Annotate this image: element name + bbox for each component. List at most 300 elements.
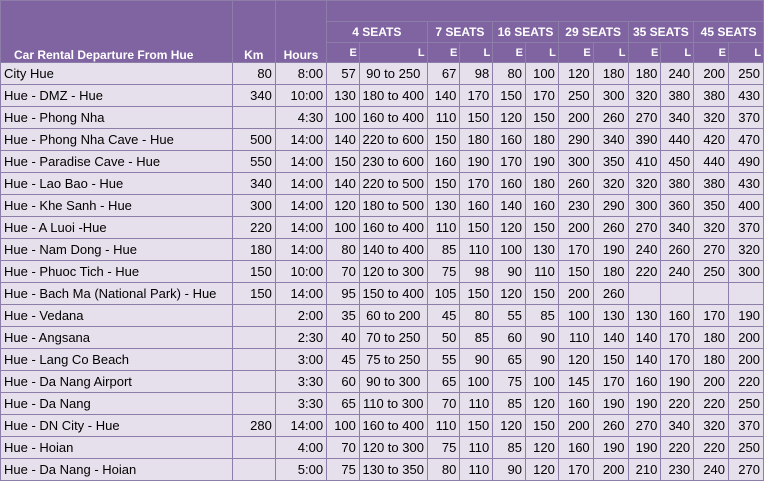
price-cell: 85	[493, 393, 526, 415]
price-cell: 80	[327, 239, 360, 261]
price-cell: 300	[593, 85, 628, 107]
price-cell: 190	[593, 393, 628, 415]
price-range-cell: 150 to 400	[359, 283, 427, 305]
price-cell: 75	[427, 261, 460, 283]
price-cell: 220	[729, 371, 764, 393]
price-cell: 190	[729, 305, 764, 327]
price-cell: 390	[628, 129, 661, 151]
price-cell: 110	[427, 217, 460, 239]
price-cell: 150	[460, 107, 493, 129]
hours-cell: 14:00	[275, 415, 326, 437]
price-cell: 100	[460, 371, 493, 393]
table-row	[1, 327, 764, 349]
route-cell: Hue - DMZ - Hue	[1, 85, 233, 107]
hours-cell: 14:00	[275, 151, 326, 173]
price-cell: 100	[493, 239, 526, 261]
early-subheader: E	[694, 43, 729, 63]
price-cell: 60	[327, 371, 360, 393]
price-cell: 100	[558, 305, 593, 327]
price-range-cell: 120 to 300	[359, 437, 427, 459]
price-range-cell: 220 to 600	[359, 129, 427, 151]
price-cell: 90	[526, 327, 559, 349]
price-cell: 200	[694, 371, 729, 393]
price-cell: 160	[558, 393, 593, 415]
price-cell: 370	[729, 415, 764, 437]
price-cell: 150	[427, 173, 460, 195]
hours-cell: 14:00	[275, 173, 326, 195]
price-cell: 57	[327, 63, 360, 85]
hours-cell: 2:00	[275, 305, 326, 327]
price-cell: 150	[526, 415, 559, 437]
route-cell: Hue - Hoian	[1, 437, 233, 459]
price-cell: 110	[460, 459, 493, 481]
price-cell: 260	[593, 283, 628, 305]
price-cell: 80	[460, 305, 493, 327]
early-subheader: E	[558, 43, 593, 63]
price-cell: 85	[460, 327, 493, 349]
table-row	[1, 129, 764, 151]
price-cell: 35	[327, 305, 360, 327]
price-cell: 380	[694, 173, 729, 195]
price-cell: 170	[493, 151, 526, 173]
price-cell: 130	[427, 195, 460, 217]
price-cell: 170	[593, 371, 628, 393]
route-cell: Hue - Da Nang - Hoian	[1, 459, 233, 481]
hours-cell: 14:00	[275, 283, 326, 305]
km-cell	[232, 371, 275, 393]
price-cell: 90	[460, 349, 493, 371]
price-cell: 180	[593, 261, 628, 283]
price-cell: 320	[694, 217, 729, 239]
price-cell: 40	[327, 327, 360, 349]
km-cell: 280	[232, 415, 275, 437]
table-row	[1, 173, 764, 195]
price-cell: 170	[661, 349, 694, 371]
price-cell: 90	[526, 349, 559, 371]
price-cell: 98	[460, 261, 493, 283]
price-cell: 150	[427, 129, 460, 151]
price-cell: 100	[526, 63, 559, 85]
price-cell: 95	[327, 283, 360, 305]
price-cell: 150	[460, 415, 493, 437]
price-cell: 200	[729, 349, 764, 371]
late-subheader: L	[593, 43, 628, 63]
hours-cell: 3:00	[275, 349, 326, 371]
price-cell: 340	[661, 415, 694, 437]
price-cell: 150	[526, 107, 559, 129]
km-cell: 500	[232, 129, 275, 151]
price-cell: 420	[694, 129, 729, 151]
price-range-cell: 75 to 250	[359, 349, 427, 371]
price-cell: 220	[694, 437, 729, 459]
price-cell: 400	[729, 195, 764, 217]
km-cell: 80	[232, 63, 275, 85]
price-cell: 80	[427, 459, 460, 481]
route-column-header: Car Rental Departure From Hue	[1, 1, 233, 63]
price-cell: 100	[327, 107, 360, 129]
price-cell: 45	[327, 349, 360, 371]
price-cell: 160	[558, 437, 593, 459]
price-cell: 150	[493, 85, 526, 107]
price-cell: 60	[493, 327, 526, 349]
route-cell: Hue - Angsana	[1, 327, 233, 349]
table-row	[1, 305, 764, 327]
price-cell: 100	[327, 415, 360, 437]
price-cell: 320	[694, 415, 729, 437]
price-range-cell: 160 to 400	[359, 415, 427, 437]
price-cell: 110	[427, 107, 460, 129]
price-cell: 85	[526, 305, 559, 327]
price-cell: 190	[526, 151, 559, 173]
km-cell: 340	[232, 173, 275, 195]
km-cell: 300	[232, 195, 275, 217]
price-cell: 150	[593, 349, 628, 371]
price-cell: 440	[694, 151, 729, 173]
price-cell: 230	[558, 195, 593, 217]
price-cell: 300	[558, 151, 593, 173]
price-cell: 90	[493, 261, 526, 283]
price-cell: 240	[661, 261, 694, 283]
price-cell: 90	[493, 459, 526, 481]
price-cell: 170	[460, 173, 493, 195]
price-cell: 140	[327, 129, 360, 151]
price-cell: 160	[493, 129, 526, 151]
price-cell	[729, 283, 764, 305]
price-range-cell: 110 to 300	[359, 393, 427, 415]
km-cell	[232, 459, 275, 481]
price-cell: 120	[526, 393, 559, 415]
hours-cell: 14:00	[275, 195, 326, 217]
route-cell: Hue - Nam Dong - Hue	[1, 239, 233, 261]
hours-cell: 2:30	[275, 327, 326, 349]
price-cell: 170	[661, 327, 694, 349]
table-row	[1, 239, 764, 261]
price-range-cell: 60 to 200	[359, 305, 427, 327]
km-cell: 150	[232, 261, 275, 283]
route-cell: City Hue	[1, 63, 233, 85]
price-cell: 350	[694, 195, 729, 217]
route-cell: Hue - Phuoc Tich - Hue	[1, 261, 233, 283]
price-cell: 120	[493, 415, 526, 437]
hours-cell: 3:30	[275, 371, 326, 393]
price-cell: 200	[558, 107, 593, 129]
price-cell: 410	[628, 151, 661, 173]
price-cell: 70	[327, 437, 360, 459]
price-cell: 85	[427, 239, 460, 261]
km-cell: 340	[232, 85, 275, 107]
price-cell: 150	[526, 283, 559, 305]
hours-cell: 10:00	[275, 261, 326, 283]
price-cell: 320	[628, 173, 661, 195]
price-cell: 130	[327, 85, 360, 107]
price-cell: 370	[729, 107, 764, 129]
price-cell: 65	[493, 349, 526, 371]
table-row	[1, 437, 764, 459]
price-cell: 110	[460, 437, 493, 459]
price-cell: 75	[327, 459, 360, 481]
price-cell: 160	[628, 371, 661, 393]
price-cell: 170	[526, 85, 559, 107]
table-row	[1, 415, 764, 437]
price-cell: 240	[661, 63, 694, 85]
price-cell: 110	[526, 261, 559, 283]
price-cell: 75	[427, 437, 460, 459]
price-cell: 300	[628, 195, 661, 217]
price-cell: 120	[493, 217, 526, 239]
price-cell: 170	[558, 239, 593, 261]
price-cell: 380	[694, 85, 729, 107]
table-row	[1, 393, 764, 415]
price-cell: 180	[593, 63, 628, 85]
price-cell: 67	[427, 63, 460, 85]
price-cell: 65	[327, 393, 360, 415]
price-cell: 50	[427, 327, 460, 349]
seat-group-header: 16 SEATS	[493, 22, 559, 43]
price-range-cell: 120 to 300	[359, 261, 427, 283]
price-cell: 55	[493, 305, 526, 327]
price-cell: 105	[427, 283, 460, 305]
header-spacer	[327, 1, 764, 22]
price-range-cell: 160 to 400	[359, 107, 427, 129]
km-cell	[232, 393, 275, 415]
price-cell: 430	[729, 173, 764, 195]
price-cell: 270	[729, 459, 764, 481]
hours-cell: 14:00	[275, 239, 326, 261]
price-cell: 65	[427, 371, 460, 393]
price-cell: 120	[493, 283, 526, 305]
table-row	[1, 195, 764, 217]
price-cell: 170	[460, 85, 493, 107]
price-range-cell: 180 to 500	[359, 195, 427, 217]
price-cell	[628, 283, 661, 305]
price-cell: 200	[729, 327, 764, 349]
price-cell: 200	[593, 459, 628, 481]
table-row	[1, 107, 764, 129]
price-cell: 110	[460, 393, 493, 415]
hours-cell: 10:00	[275, 85, 326, 107]
route-cell: Hue - Paradise Cave - Hue	[1, 151, 233, 173]
price-cell: 200	[558, 283, 593, 305]
price-cell: 320	[694, 107, 729, 129]
price-cell: 250	[729, 63, 764, 85]
route-cell: Hue - DN City - Hue	[1, 415, 233, 437]
price-cell: 180	[526, 129, 559, 151]
price-cell: 250	[729, 393, 764, 415]
price-cell: 290	[593, 195, 628, 217]
price-cell: 150	[460, 217, 493, 239]
route-cell: Hue - Lao Bao - Hue	[1, 173, 233, 195]
late-subheader: L	[526, 43, 559, 63]
seat-group-header: 35 SEATS	[628, 22, 694, 43]
table-row	[1, 349, 764, 371]
price-cell: 320	[628, 85, 661, 107]
price-range-cell: 70 to 250	[359, 327, 427, 349]
price-cell: 145	[558, 371, 593, 393]
km-cell	[232, 107, 275, 129]
price-range-cell: 90 to 300	[359, 371, 427, 393]
km-cell	[232, 437, 275, 459]
price-cell: 170	[694, 305, 729, 327]
hours-cell: 3:30	[275, 393, 326, 415]
late-subheader: L	[729, 43, 764, 63]
price-cell: 430	[729, 85, 764, 107]
price-cell: 110	[460, 239, 493, 261]
price-cell: 140	[628, 327, 661, 349]
price-range-cell: 220 to 500	[359, 173, 427, 195]
price-cell: 210	[628, 459, 661, 481]
price-cell: 170	[558, 459, 593, 481]
table-row	[1, 151, 764, 173]
price-cell: 130	[628, 305, 661, 327]
price-range-cell: 90 to 250	[359, 63, 427, 85]
km-column-header: Km	[232, 1, 275, 63]
price-cell: 250	[729, 437, 764, 459]
price-cell: 300	[729, 261, 764, 283]
hours-cell: 14:00	[275, 217, 326, 239]
route-cell: Hue - Vedana	[1, 305, 233, 327]
hours-cell: 14:00	[275, 129, 326, 151]
km-cell: 550	[232, 151, 275, 173]
price-cell: 120	[493, 107, 526, 129]
price-cell: 260	[593, 415, 628, 437]
price-cell: 70	[327, 261, 360, 283]
price-cell: 470	[729, 129, 764, 151]
price-cell: 250	[558, 85, 593, 107]
hours-cell: 4:00	[275, 437, 326, 459]
price-cell: 340	[661, 217, 694, 239]
price-cell: 160	[661, 305, 694, 327]
hours-cell: 8:00	[275, 63, 326, 85]
price-range-cell: 230 to 600	[359, 151, 427, 173]
km-cell: 220	[232, 217, 275, 239]
route-cell: Hue - Phong Nha Cave - Hue	[1, 129, 233, 151]
price-cell: 160	[526, 195, 559, 217]
price-cell: 100	[526, 371, 559, 393]
price-cell: 120	[558, 63, 593, 85]
price-cell: 200	[558, 415, 593, 437]
early-subheader: E	[493, 43, 526, 63]
late-subheader: L	[359, 43, 427, 63]
price-cell: 240	[628, 239, 661, 261]
price-cell: 240	[694, 459, 729, 481]
price-cell: 370	[729, 217, 764, 239]
price-cell: 160	[460, 195, 493, 217]
price-cell: 130	[526, 239, 559, 261]
km-cell	[232, 327, 275, 349]
price-cell: 70	[427, 393, 460, 415]
price-cell: 190	[593, 239, 628, 261]
price-cell: 490	[729, 151, 764, 173]
early-subheader: E	[327, 43, 360, 63]
route-cell: Hue - Bach Ma (National Park) - Hue	[1, 283, 233, 305]
price-cell	[661, 283, 694, 305]
price-cell: 140	[593, 327, 628, 349]
price-cell: 120	[526, 437, 559, 459]
price-cell: 150	[526, 217, 559, 239]
price-cell: 180	[526, 173, 559, 195]
table-row	[1, 371, 764, 393]
table-row	[1, 217, 764, 239]
price-cell: 440	[661, 129, 694, 151]
price-cell: 180	[460, 129, 493, 151]
price-cell: 360	[661, 195, 694, 217]
price-cell: 190	[628, 437, 661, 459]
late-subheader: L	[661, 43, 694, 63]
price-cell: 150	[327, 151, 360, 173]
price-cell: 270	[694, 239, 729, 261]
km-cell	[232, 305, 275, 327]
table-row	[1, 85, 764, 107]
price-cell: 75	[493, 371, 526, 393]
price-cell: 220	[661, 437, 694, 459]
price-cell: 120	[526, 459, 559, 481]
price-cell: 160	[493, 173, 526, 195]
price-cell: 120	[327, 195, 360, 217]
price-cell: 270	[628, 415, 661, 437]
hours-column-header: Hours	[275, 1, 326, 63]
price-cell: 220	[661, 393, 694, 415]
late-subheader: L	[460, 43, 493, 63]
price-cell: 220	[694, 393, 729, 415]
price-cell: 450	[661, 151, 694, 173]
price-cell: 220	[628, 261, 661, 283]
price-cell: 230	[661, 459, 694, 481]
price-cell: 340	[661, 107, 694, 129]
price-cell: 260	[558, 173, 593, 195]
price-cell: 290	[558, 129, 593, 151]
table-row	[1, 261, 764, 283]
route-cell: Hue - Lang Co Beach	[1, 349, 233, 371]
price-cell: 140	[628, 349, 661, 371]
price-cell: 190	[628, 393, 661, 415]
price-cell: 110	[427, 415, 460, 437]
route-cell: Hue - Da Nang	[1, 393, 233, 415]
price-cell: 380	[661, 173, 694, 195]
hours-cell: 5:00	[275, 459, 326, 481]
price-cell: 45	[427, 305, 460, 327]
price-cell: 180	[694, 327, 729, 349]
price-range-cell: 140 to 400	[359, 239, 427, 261]
price-cell: 140	[427, 85, 460, 107]
price-cell: 320	[729, 239, 764, 261]
price-cell: 140	[493, 195, 526, 217]
price-cell: 260	[593, 107, 628, 129]
price-cell: 190	[460, 151, 493, 173]
price-cell: 200	[694, 63, 729, 85]
km-cell	[232, 349, 275, 371]
seat-group-header: 45 SEATS	[694, 22, 764, 43]
price-cell: 340	[593, 129, 628, 151]
table-row	[1, 459, 764, 481]
price-cell: 140	[327, 173, 360, 195]
early-subheader: E	[427, 43, 460, 63]
price-range-cell: 180 to 400	[359, 85, 427, 107]
price-range-cell: 130 to 350	[359, 459, 427, 481]
table-row	[1, 63, 764, 85]
price-cell: 190	[593, 437, 628, 459]
price-cell: 130	[593, 305, 628, 327]
price-cell: 55	[427, 349, 460, 371]
price-cell: 320	[593, 173, 628, 195]
price-cell: 120	[558, 349, 593, 371]
price-cell: 180	[628, 63, 661, 85]
route-cell: Hue - A Luoi -Hue	[1, 217, 233, 239]
price-cell: 80	[493, 63, 526, 85]
price-cell: 350	[593, 151, 628, 173]
route-cell: Hue - Da Nang Airport	[1, 371, 233, 393]
price-cell: 270	[628, 107, 661, 129]
price-range-cell: 160 to 400	[359, 217, 427, 239]
